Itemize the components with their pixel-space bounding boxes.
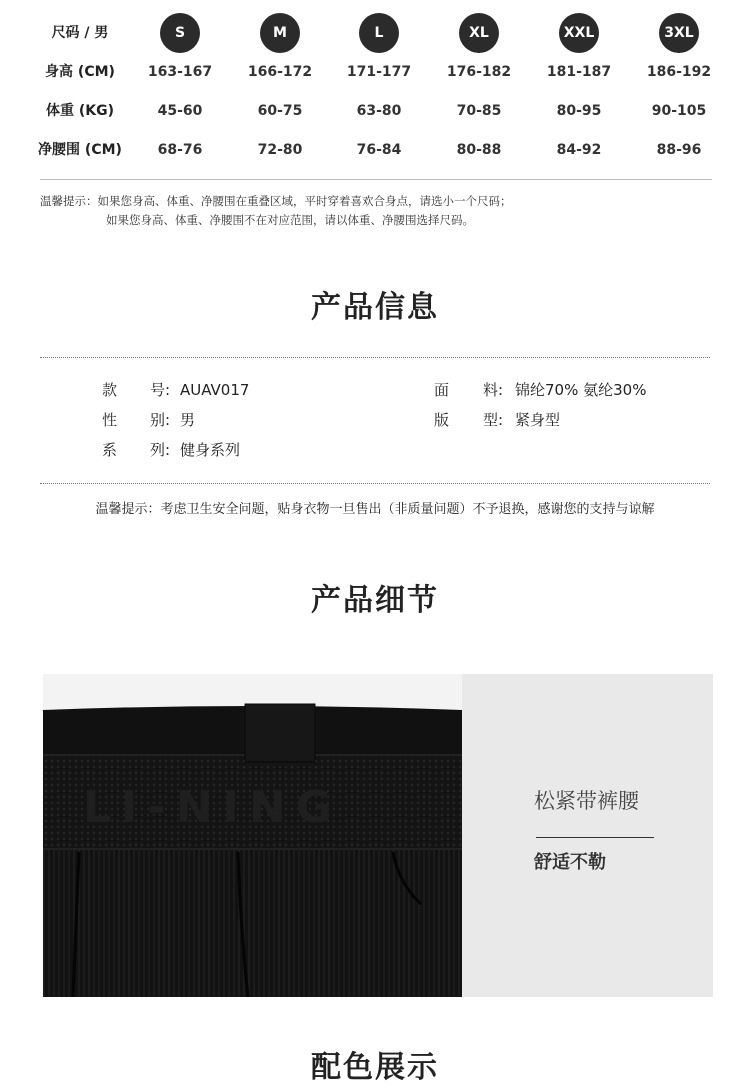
color-section-title: 配色展示 <box>311 1050 439 1085</box>
table-cell: 45-60 <box>157 103 203 119</box>
row-label-weight: 体重 (KG) <box>45 103 114 119</box>
table-row <box>0 96 750 126</box>
size-badge-3xl: 3XL <box>659 13 699 53</box>
info-item-model <box>102 380 249 400</box>
feature-subtitle: 舒适不勒 <box>534 852 606 873</box>
info-label-model-b: 号: <box>150 381 171 399</box>
table-cell: 181-187 <box>546 64 612 80</box>
product-info-title: 产品信息 <box>311 290 439 325</box>
table-cell: 90-105 <box>651 103 707 119</box>
info-label-series-a: 系 <box>102 441 118 459</box>
info-item-series <box>102 440 240 460</box>
table-cell: 166-172 <box>247 64 313 80</box>
info-value-gender: 男 <box>180 411 196 429</box>
table-cell: 80-95 <box>556 103 602 119</box>
info-label-series-b: 列: <box>150 441 171 459</box>
info-label-model-a: 款 <box>102 381 118 399</box>
info-item-gender <box>102 410 195 430</box>
size-tip-line-2: 如果您身高、体重、净腰围不在对应范围，请以体重、净腰围选择尺码。 <box>106 213 474 227</box>
row-label-height: 身高 (CM) <box>45 64 115 80</box>
info-value-fit: 紧身型 <box>515 411 561 429</box>
table-cell: 176-182 <box>446 64 512 80</box>
info-value-series: 健身系列 <box>180 441 241 459</box>
table-cell: 84-92 <box>556 142 602 158</box>
size-header-label: 尺码 / 男 <box>51 25 109 41</box>
table-divider <box>40 179 712 180</box>
dotted-divider <box>40 357 710 358</box>
waistband-photo <box>43 674 462 997</box>
table-cell: 76-84 <box>356 142 402 158</box>
table-cell: 60-75 <box>257 103 303 119</box>
table-cell: 171-177 <box>346 64 412 80</box>
table-row <box>0 135 750 165</box>
feature-title: 松紧带裤腰 <box>534 789 639 813</box>
table-cell: 63-80 <box>356 103 402 119</box>
size-badge-l: L <box>359 13 399 53</box>
table-cell: 68-76 <box>157 142 203 158</box>
row-label-waist: 净腰围 (CM) <box>38 142 122 158</box>
size-badge-s: S <box>160 13 200 53</box>
info-label-fit-a: 版 <box>434 411 450 429</box>
size-badge-xl: XL <box>459 13 499 53</box>
table-cell: 72-80 <box>257 142 303 158</box>
table-row <box>0 57 750 87</box>
size-badge-xxl: XXL <box>559 13 599 53</box>
info-label-fit-b: 型: <box>483 411 504 429</box>
table-cell: 70-85 <box>456 103 502 119</box>
info-label-fabric-b: 料: <box>483 381 504 399</box>
size-tip-line-1: 温馨提示：如果您身高、体重、净腰围在重叠区域，平时穿着喜欢合身点，请选小一个尺码； <box>40 194 512 208</box>
return-policy-notice: 温馨提示：考虑卫生安全问题，贴身衣物一旦售出（非质量问题）不予退换，感谢您的支持与谅解 <box>95 502 655 517</box>
table-cell: 88-96 <box>656 142 702 158</box>
info-item-fit <box>434 410 560 430</box>
info-value-fabric: 锦纶70% 氨纶30% <box>515 381 647 399</box>
info-item-fabric <box>434 380 646 400</box>
info-label-gender-b: 别: <box>150 411 171 429</box>
feature-underline <box>536 837 654 838</box>
table-cell: 186-192 <box>646 64 712 80</box>
table-cell: 80-88 <box>456 142 502 158</box>
embossed-logo: LI-NING <box>83 782 342 833</box>
info-label-gender-a: 性 <box>102 411 118 429</box>
detail-feature-panel <box>462 674 713 997</box>
size-badge-m: M <box>260 13 300 53</box>
waistband-illustration <box>43 674 462 997</box>
product-detail-title: 产品细节 <box>311 583 439 618</box>
table-cell: 163-167 <box>147 64 213 80</box>
info-label-fabric-a: 面 <box>434 381 450 399</box>
dotted-divider <box>40 483 710 484</box>
info-value-model: AUAV017 <box>180 381 250 399</box>
